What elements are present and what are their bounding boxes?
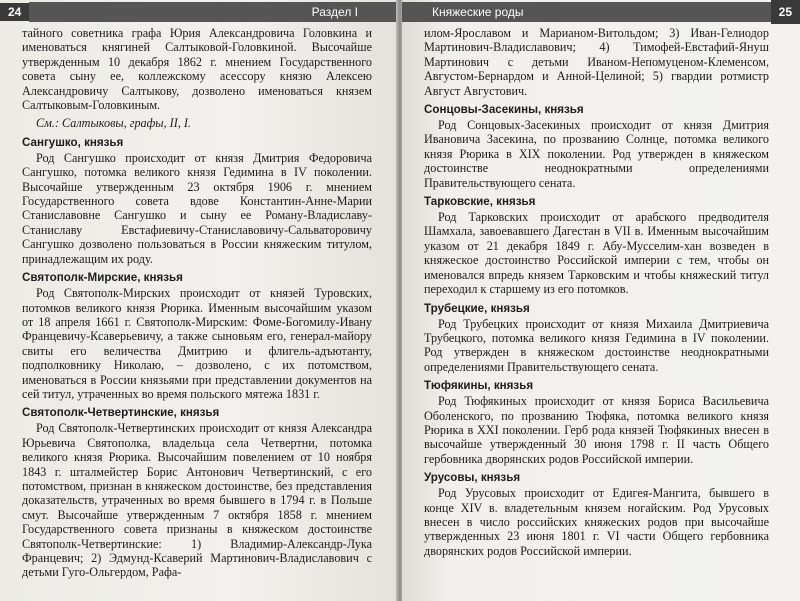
page-number: 25: [771, 0, 800, 24]
running-title: Княжеские роды: [402, 2, 771, 22]
entry-text: Род Сонцовых-Засекиных происходит от князя Дмитрия Ивановича Засекина, по прозванию Солнце, потомка великого князя Рюрика в XIX поколении. Род утвержден в княжеском достоинстве неоднократными определениями Правительствующего сената.: [424, 118, 769, 190]
see-also-reference: См.: Салтыковы, графы, II, I.: [36, 116, 191, 131]
entry-heading: Сангушко, князья: [22, 135, 124, 149]
left-page-content: [22, 26, 372, 580]
right-page: [402, 0, 800, 601]
intro-paragraph: тайного советника графа Юрия Александровича Головкина и именоваться княгиней Салтыковой-Головкиной. Высочайше утвержденным 10 декабря 1862 г. мнением Государственного совета сыну ее, коллежскому асессору князю Алексею Александровичу Салтыкову, дозволено именоваться князем Салтыковым-Головкиным.: [22, 26, 372, 113]
entry-text: Род Урусовых происходит от Едигея-Мангита, бывшего в конце XIV в. владетельным князем ногайским. Род Урусовых внесен в число российских княжеских родов при высочайше утвержденных 23 июня 1801 г. VI части Общего гербовника дворянских родов Российской империи.: [424, 486, 769, 558]
entry-text: Род Святополк-Четвертинских происходит от князя Александра Юрьевича Святополка, владельца села Четвертни, потомка великого князя Рюрика. Высочайшим повелением от 10 ноября 1843 г. шталмейстер Борис Антонович Четвертинский, с его потомством, признан в княжеском достоинстве, без представления доказательств, утраченных во время бывшего в 1794 г. в Польше смут. Высочайше утвержденным 7 октября 1858 г. мнением Государственного совета признаны в княжеском достоинстве Святополк-Четвертинские: 1) Владимир-Александр-Лука Францевич; 2) Эдмунд-Ксаверий Мартинович-Владиславович с детьми Гуго-Ольгердом, Рафа-: [22, 421, 372, 580]
right-page-content: [424, 26, 769, 558]
intro-paragraph: илом-Ярославом и Марианом-Витольдом; 3) Иван-Гелиодор Мартинович-Владиславович; 4) Тимофей-Евстафий-Януш Мартинович с детьми Иваном-Непомуценом-Клеменсом, Августом-Бернардом и Анной-Целиной; 5) гвардии ротмистр Август Августович.: [424, 26, 769, 98]
entry-heading: Сонцовы-Засекины, князья: [424, 103, 584, 117]
right-page-header: [402, 2, 800, 22]
entry-text: Род Святополк-Мирских происходит от князей Туровских, потомков великого князя Рюрика. Именным высочайшим указом от 18 апреля 1661 г. Святополк-Мирским: Фоме-Богомилу-Ивану Францевичу-Ксаверьевичу, а также сыновьям его, генерал-майору свиты его величества Дмитрию и флигель-адъютанту, подполковнику Николаю, – дозволено, с их потомством, именоваться в России князьями при представлении документов на сей титул, утраченных во время польского мятежа 1831 г.: [22, 286, 372, 401]
entry-text: Род Тюфякиных происходит от князя Бориса Васильевича Оболенского, по прозванию Тюфяка, потомка великого князя Рюрика в XXI поколении. Герб рода князей Тюфякиных внесен в высочайше утвержденный 30 июня 1798 г. II часть Общего гербовника дворянских родов Российской империи.: [424, 394, 769, 466]
left-page-header: [0, 2, 398, 22]
entry-heading: Трубецкие, князья: [424, 301, 530, 315]
entry-text: Род Тарковских происходит от арабского предводителя Шамхала, завоевавшего Дагестан в VII в. Именным высочайшим указом от 21 декабря 1849 г. Абу-Мусселим-хан возведен в княжеское достоинство Российской империи с тем, чтобы он именовался впредь князем Тарковским и чтобы княжеский титул переходил к старшему из его потомков.: [424, 210, 769, 297]
left-page: [0, 0, 398, 601]
entry-text: Род Сангушко происходит от князя Дмитрия Федоровича Сангушко, потомка великого князя Гедимина в IV поколении. Высочайше утвержденным 23 октября 1906 г. мнением Государственного совета вдове Константин-Анне-Марии Станиславовне Сангушко и сыну ее Роману-Владиславу-Станиславу Евстафиевичу-Станиславовичу-Сальваторовичу Сангушко дозволено пользоваться в России княжеским титулом, принадлежащим их роду.: [22, 150, 372, 266]
page-number: 24: [0, 3, 29, 21]
entry-heading: Тюфякины, князья: [424, 379, 534, 393]
entry-heading: Тарковские, князья: [424, 195, 536, 209]
entry-heading: Урусовы, князья: [424, 471, 521, 485]
entry-text: Род Трубецких происходит от князя Михаила Дмитриевича Трубецкого, потомка великого князя Гедимина в IV поколении. Род утвержден в княжеском достоинстве неоднократными определениями Правительствующего сената.: [424, 316, 769, 374]
running-title: Раздел I: [29, 2, 398, 22]
entry-heading: Святополк-Четвертинские, князья: [22, 406, 220, 420]
entry-heading: Святополк-Мирские, князья: [22, 271, 183, 285]
